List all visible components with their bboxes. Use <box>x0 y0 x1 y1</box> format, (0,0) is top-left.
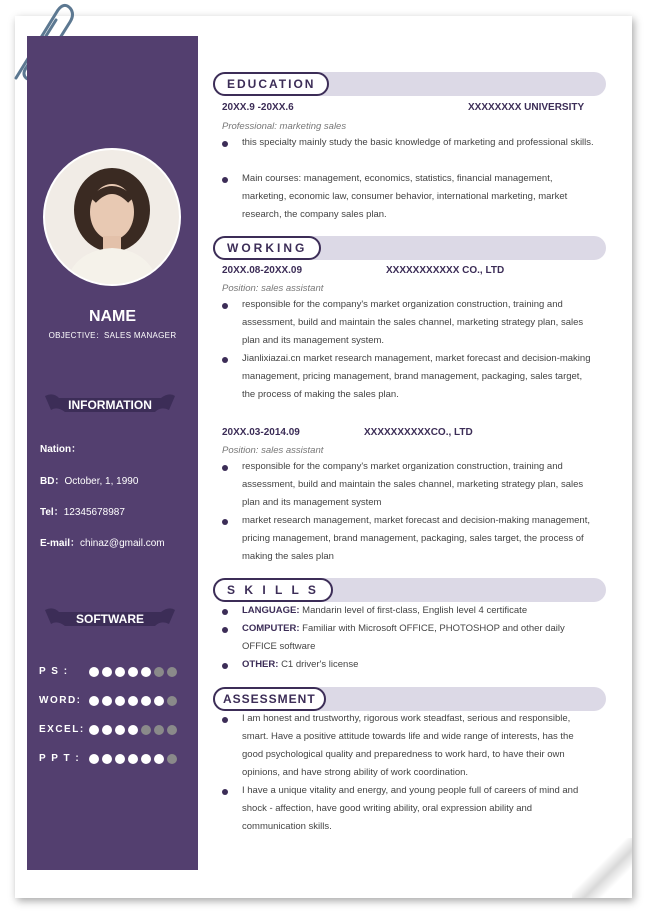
job-2-company: XXXXXXXXXXCO., LTD <box>364 427 473 438</box>
education-bullet-1: this specialty mainly study the basic knowledge of marketing and professional skills. <box>242 137 594 148</box>
skill-level-dot <box>141 754 151 764</box>
skill-other: OTHER: C1 driver's license <box>242 659 359 670</box>
job-2-bullet-2: market research management, market forecast and decision-making management, pricing management, brand management, packaging, sales target, the process of making the sales plan <box>242 515 590 562</box>
skill-language: LANGUAGE: Mandarin level of first-class, English level 4 certificate <box>242 605 528 616</box>
job-1-date: 20XX.08-20XX.09 <box>222 265 303 276</box>
skill-level-dot <box>115 667 125 677</box>
software-label: WORD: <box>39 695 82 706</box>
skill-level-dot <box>102 667 112 677</box>
skill-level-dot <box>154 725 164 735</box>
software-row <box>39 695 180 706</box>
bullet <box>222 357 228 363</box>
bullet <box>222 465 228 471</box>
education-header <box>213 72 606 96</box>
skills-title: S K I L L S <box>213 578 333 602</box>
bullet <box>222 609 228 615</box>
sidebar <box>27 36 198 870</box>
bullet <box>222 627 228 633</box>
skill-level-dot <box>115 754 125 764</box>
name: NAME <box>88 308 137 325</box>
information-title: INFORMATION <box>68 398 152 412</box>
software-label: EXCEL: <box>39 724 85 735</box>
skill-level-dot <box>115 696 125 706</box>
bullet <box>222 177 228 183</box>
software-title: SOFTWARE <box>76 612 144 626</box>
skill-level-dot <box>154 754 164 764</box>
skill-level-dot <box>167 696 177 706</box>
skill-level-dot <box>154 696 164 706</box>
skill-level-dot <box>141 725 151 735</box>
bullet <box>222 141 228 147</box>
job-2-bullet-1: responsible for the company's market organization construction, training and assessment, build and maintain the sales channel, marketing strategy plan, sales plan and its management system <box>242 461 584 508</box>
skills-header <box>213 578 606 602</box>
skill-level-dot <box>89 667 99 677</box>
skill-level-dot <box>128 725 138 735</box>
skill-level-dot <box>141 667 151 677</box>
skill-level-dot <box>128 696 138 706</box>
job-1-position: Position: sales assistant <box>222 283 324 294</box>
bullet <box>222 303 228 309</box>
working-header <box>213 236 606 260</box>
skill-level-dot <box>167 667 177 677</box>
education-school: XXXXXXXX UNIVERSITY <box>468 102 585 113</box>
software-row <box>39 666 180 677</box>
education-major: Professional: marketing sales <box>222 121 347 132</box>
education-title: EDUCATION <box>213 72 329 96</box>
info-tel: Tel：12345678987 <box>40 507 125 518</box>
page-curl <box>572 838 632 898</box>
information-ribbon <box>45 392 175 418</box>
software-label: P P T : <box>39 753 81 764</box>
skill-level-dot <box>102 725 112 735</box>
software-row <box>39 724 180 735</box>
job-1-company: XXXXXXXXXXX CO., LTD <box>386 265 505 276</box>
working-title: WORKING <box>213 236 321 260</box>
skill-computer: COMPUTER: Familiar with Microsoft OFFICE, PHOTOSHOP and other daily OFFICE software <box>242 623 565 652</box>
software-ribbon <box>45 606 175 632</box>
skill-level-dot <box>167 754 177 764</box>
bullet <box>222 519 228 525</box>
assessment-bullet-1: I am honest and trustworthy, rigorous work steadfast, serious and responsible, smart. Have a positive attitude towards life and wide range of interests, has the good psychological quality and preparedness to work hard, to have their own opinions, and have strong ability of work coordination. <box>242 713 574 778</box>
skill-level-dot <box>128 667 138 677</box>
skill-level-dot <box>141 696 151 706</box>
job-1-bullet-1: responsible for the company's market organization construction, training and assessment, build and maintain the sales channel, marketing strategy plan, sales plan and its management system. <box>242 299 584 346</box>
software-label: P S : <box>39 666 69 677</box>
profile-photo <box>43 148 181 286</box>
info-email: E-mail：chinaz@gmail.com <box>40 538 165 549</box>
job-1-bullet-2: Jianlixiazai.cn market research management, market forecast and decision-making management, pricing management, brand management, packaging, sales target, the process of making the sales plan. <box>242 353 591 400</box>
assessment-header <box>213 687 606 711</box>
software-row <box>39 753 180 764</box>
skill-level-dot <box>128 754 138 764</box>
skill-level-dot <box>89 754 99 764</box>
assessment-title: ASSESSMENT <box>213 687 326 711</box>
job-2-position: Position: sales assistant <box>222 445 324 456</box>
skill-level-dot <box>115 725 125 735</box>
objective: OBJECTIVE：SALES MANAGER <box>48 331 177 340</box>
assessment-bullet-2: I have a unique vitality and energy, and young people full of careers of mind and shock - affection, have good writing ability, oral expression ability and communication skills. <box>242 785 579 832</box>
education-date: 20XX.9 -20XX.6 <box>222 102 294 113</box>
bullet <box>222 663 228 669</box>
education-bullet-2: Main courses: management, economics, statistics, financial management, marketing, economic law, consumer behavior, international marketing, market research, the company sales plan. <box>242 173 568 220</box>
bullet <box>222 717 228 723</box>
info-birthdate: BD：October, 1, 1990 <box>40 476 139 487</box>
bullet <box>222 789 228 795</box>
skill-level-dot <box>102 754 112 764</box>
job-2-date: 20XX.03-2014.09 <box>222 427 300 438</box>
skill-level-dot <box>154 667 164 677</box>
skill-level-dot <box>89 725 99 735</box>
info-nation: Nation： <box>40 444 82 455</box>
skill-level-dot <box>89 696 99 706</box>
skill-level-dot <box>102 696 112 706</box>
skill-level-dot <box>167 725 177 735</box>
